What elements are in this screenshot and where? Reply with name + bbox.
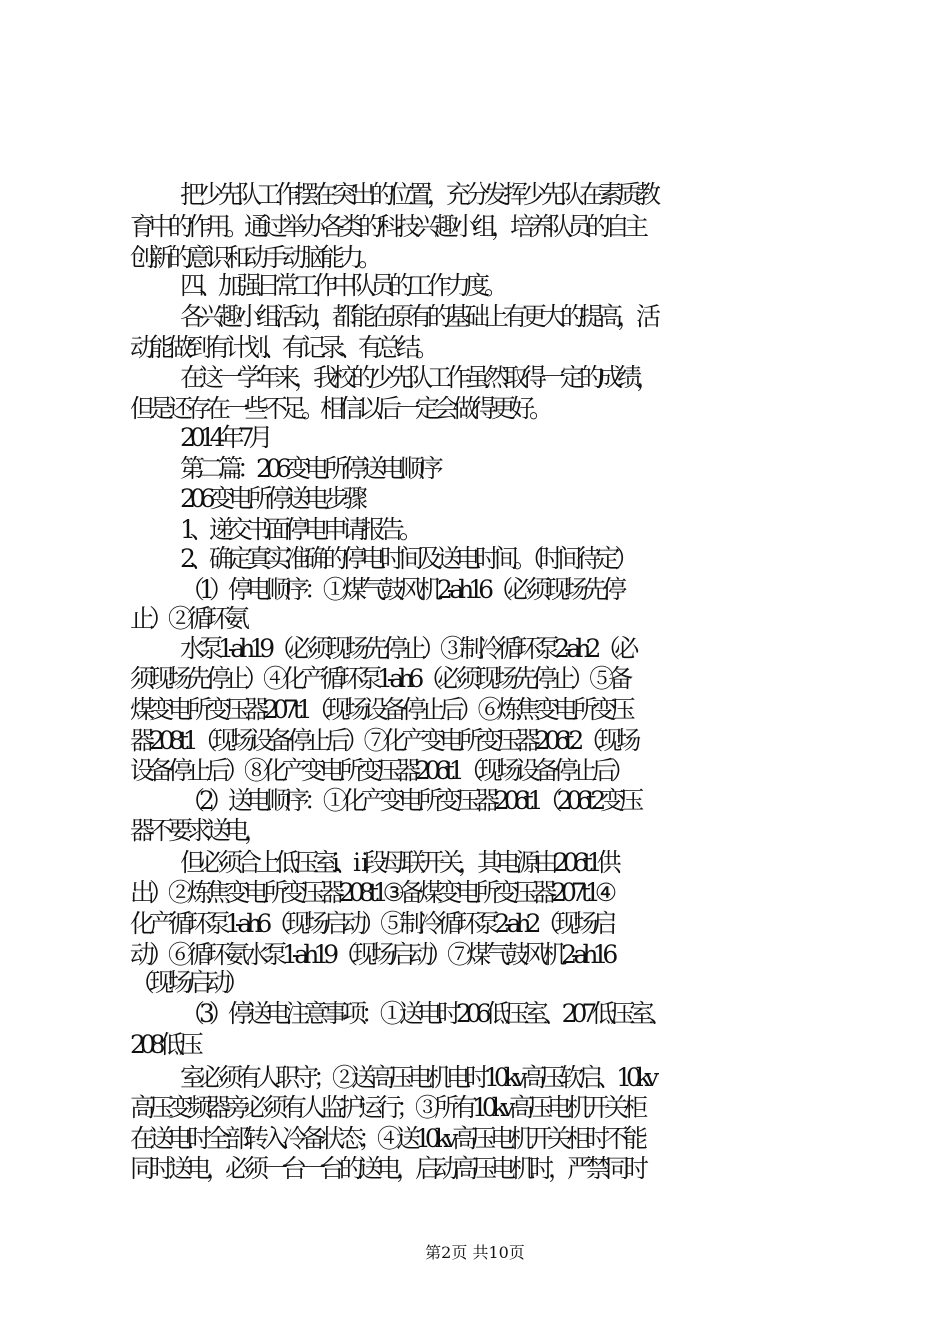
text-line-21: （2）送电顺序：①化产变电所变压器206t1（206t2变压 <box>180 786 639 815</box>
text-line-13: 2、确定真实准确的停电时间及送电时间。（时间待定） <box>180 544 634 573</box>
text-line-24: 出）②炼焦变电所变压器208t1③备煤变电所变压器207t1④ <box>130 878 612 907</box>
text-line-20: 设备停止后）⑧化产变电所变压器206t1（现场设备停止后） <box>130 756 630 785</box>
text-line-12: 1、递交书面停电申请报告。 <box>180 515 418 544</box>
text-line-2: 育中的作用。通过举办各类的科技兴趣小组，培养队员的自主 <box>130 212 644 241</box>
text-line-32: 在送电时全部转入冷备状态；④送10kv高压电机开关柜时不能 <box>130 1124 643 1153</box>
text-line-33: 同时送电，必须一台一台的送电，启动高压电机时，严禁同时 <box>130 1154 644 1183</box>
text-line-4: 四、加强日常工作中队员的工作力度。 <box>180 271 504 300</box>
text-line-3: 创新的意识和动手动脑能力。 <box>130 243 378 272</box>
page-number-footer: 第2页 共10页 <box>425 1243 525 1262</box>
text-line-23: 但必须合上低压室ⅰ、ⅱ段母联开关，其电源由206t1供 <box>180 848 616 877</box>
text-line-29: 208低压 <box>130 1030 198 1059</box>
text-line-19: 器208t1（现场设备停止后）⑦化产变电所变压器206t2（现场 <box>130 726 636 755</box>
text-line-7: 在这一学年来，我校的少先队工作虽然取得一定的成绩， <box>180 363 656 392</box>
text-line-14: （1）停电顺序：①煤气鼓风机2-ah16（必须现场先停 <box>180 575 622 604</box>
text-line-30: 室必须有人职守；②送高压电机电时10kv高压软启、10kv <box>180 1063 654 1092</box>
text-line-18: 煤变电所变压器207t1（现场设备停止后）⑥炼焦变电所变压 <box>130 695 630 724</box>
text-line-15: 止）②循环氨 <box>130 604 245 633</box>
text-line-27: （现场启动） <box>130 968 245 997</box>
text-line-8: 但是还存在一些不足。相信以后一定会做得更好。 <box>130 394 549 423</box>
text-line-28: （3）停送电注意事项：①送电时206低压室、207低压室、 <box>180 999 668 1028</box>
text-line-25: 化产循环泵1-ah6（现场启动）⑤制冷循环泵2-ah2（现场启 <box>130 909 612 938</box>
text-line-5: 各兴趣小组活动，都能在原有的基础上有更大的提高，活 <box>180 302 656 331</box>
text-line-26: 动）⑥循环氨水泵1-ah19（现场启动）⑦煤气鼓风机2-ah16 <box>130 940 613 969</box>
section-title: 206变电所停送电步骤 <box>180 484 362 513</box>
text-line-31: 高压变频器旁必须有人监护运行；③所有10kv高压电机开关柜 <box>130 1093 643 1122</box>
date-line: 2014年7月 <box>180 423 268 452</box>
text-line-16: 水泵1-ah19（必须现场先停止）③制冷循环泵2-ah2（必 <box>180 634 634 663</box>
chapter-title: 第二篇：206变电所停送电顺序 <box>180 454 438 483</box>
text-line-6: 动能做到有计划、有记录、有总结。 <box>130 333 435 362</box>
text-line-22: 器不要求送电， <box>130 816 264 845</box>
text-line-17: 须现场先停止）④化产循环泵1-ah6（必须现场先停止）⑤备 <box>130 664 628 693</box>
text-line-1: 把少先队工作摆在突出的位置，充分发挥少先队在素质教 <box>180 180 656 209</box>
